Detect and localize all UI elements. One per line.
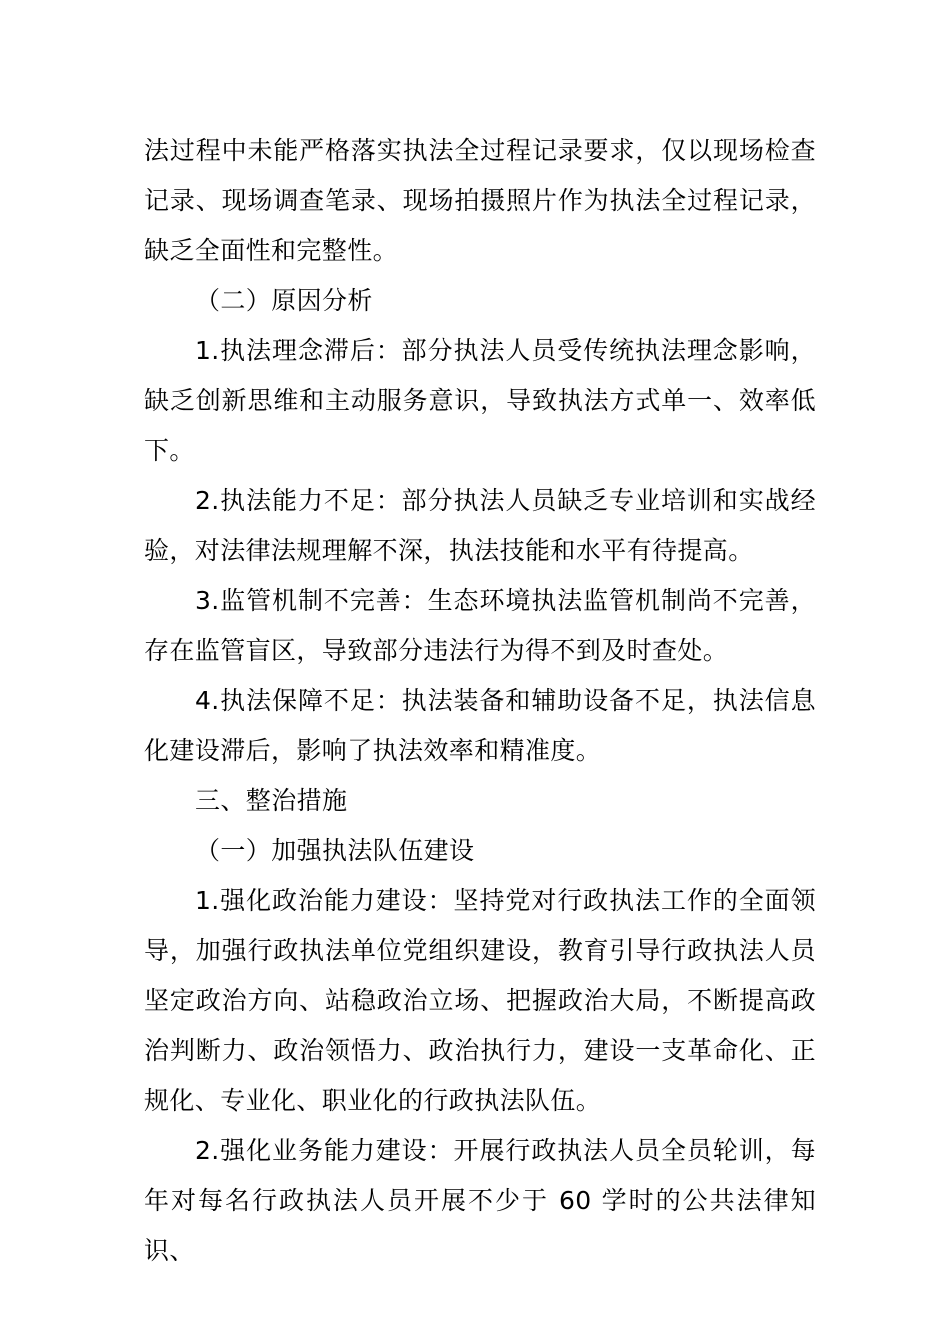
paragraph-measure-2: 2.强化业务能力建设：开展行政执法人员全员轮训，每年对每名行政执法人员开展不少于 60 学时的公共法律知识、 <box>144 1136 816 1265</box>
section-heading-team-building: （一）加强执法队伍建设 <box>195 836 475 865</box>
paragraph-cause-1: 1.执法理念滞后：部分执法人员受传统执法理念影响，缺乏创新思维和主动服务意识，导致执法方式单一、效率低下。 <box>144 336 816 465</box>
paragraph-cause-4: 4.执法保障不足：执法装备和辅助设备不足，执法信息化建设滞后，影响了执法效率和精准度。 <box>144 686 816 765</box>
paragraph-cause-3: 3.监管机制不完善：生态环境执法监管机制尚不完善，存在监管盲区，导致部分违法行为得不到及时查处。 <box>144 586 816 665</box>
document-body <box>144 126 816 1276</box>
paragraph-cause-2: 2.执法能力不足：部分执法人员缺乏专业培训和实战经验，对法律法规理解不深，执法技能和水平有待提高。 <box>144 486 816 565</box>
paragraph-continuation: 法过程中未能严格落实执法全过程记录要求，仅以现场检查记录、现场调查笔录、现场拍摄照片作为执法全过程记录，缺乏全面性和完整性。 <box>144 136 816 265</box>
paragraph-measure-1: 1.强化政治能力建设：坚持党对行政执法工作的全面领导，加强行政执法单位党组织建设，教育引导行政执法人员坚定政治方向、站稳政治立场、把握政治大局，不断提高政治判断力、政治领悟力、政治执行力，建设一支革命化、正规化、专业化、职业化的行政执法队伍。 <box>144 886 816 1115</box>
section-heading-measures: 三、整治措施 <box>195 786 348 815</box>
section-heading-cause-analysis: （二）原因分析 <box>195 286 373 315</box>
